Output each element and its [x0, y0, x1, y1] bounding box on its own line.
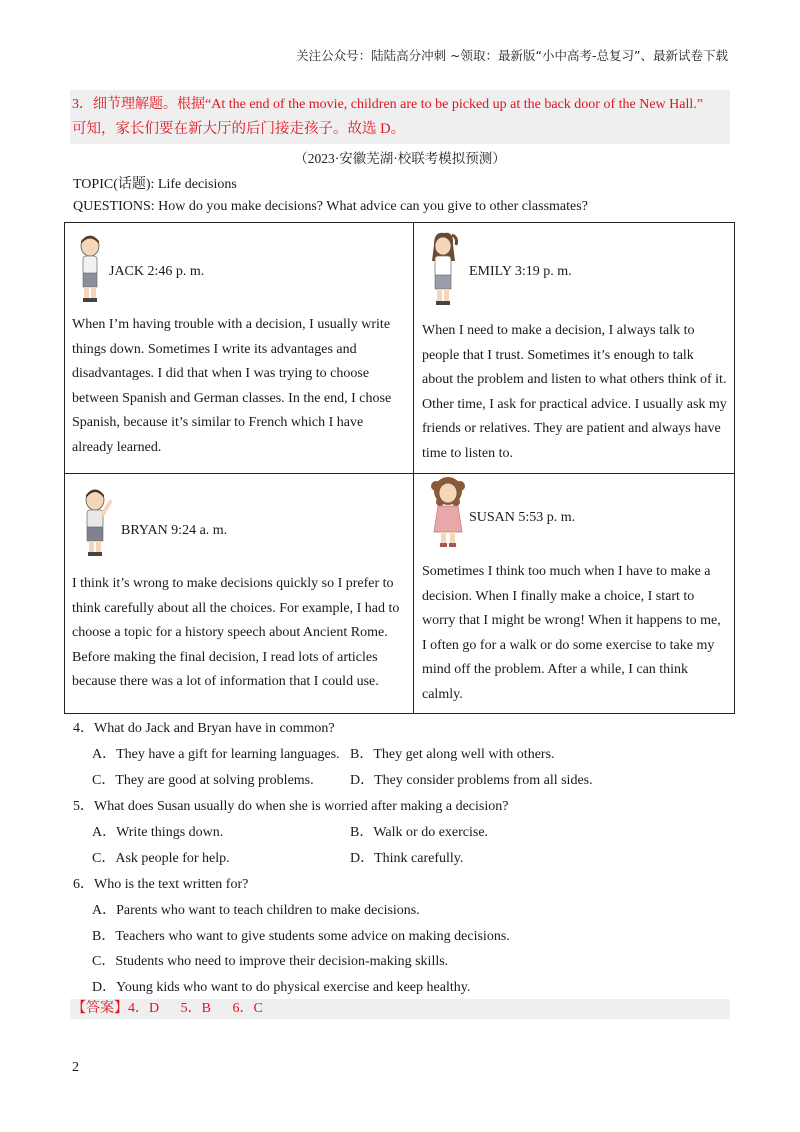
page-number: 2 — [72, 1060, 79, 1075]
topic-line: TOPIC(话题): Life decisions — [73, 177, 237, 192]
post-jack — [65, 223, 413, 473]
question-4: 4．What do Jack and Bryan have in common? — [73, 721, 335, 736]
post-text-jack: When I’m having trouble with a decision, I usually write things down. Sometimes I write its advantages and disadvantages. I did that when I was trying to choose between Spanish and German classes. In the end, I chose Spanish, because it’s similar to French which I have already learned. — [72, 317, 392, 455]
question-5-option-c: C．Ask people for help. — [92, 851, 230, 866]
girl-avatar-icon — [428, 231, 458, 307]
question-5: 5．What does Susan usually do when she is worried after making a decision? — [73, 799, 509, 814]
curly-girl-avatar-icon — [428, 476, 468, 550]
answer-4: 【答案】4．D — [72, 1001, 160, 1016]
questions-line: QUESTIONS: How do you make decisions? What advice can you give to other classmates? — [73, 199, 588, 214]
question-5-option-b: B．Walk or do exercise. — [350, 825, 489, 840]
question-4-option-b: B．They get along well with others. — [350, 747, 555, 762]
answer-5: 5．B — [180, 1001, 211, 1016]
question-6-option-c: C．Students who need to improve their decision-making skills. — [92, 954, 449, 969]
posts-grid — [64, 222, 735, 714]
question-6-option-d: D．Young kids who want to do physical exercise and keep healthy. — [92, 980, 471, 995]
question-6-option-a: A．Parents who want to teach children to make decisions. — [92, 903, 420, 918]
question-5-option-a: A．Write things down. — [92, 825, 224, 840]
answer-6: 6．C — [232, 1001, 263, 1016]
post-emily — [414, 223, 734, 473]
explanation-box — [70, 90, 730, 144]
waving-boy-avatar-icon — [79, 488, 113, 558]
explanation-line-1: 3．细节理解题。根据“At the end of the movie, children are to be picked up at the back door of the New Hall.” — [72, 97, 703, 112]
post-author-bryan: BRYAN 9:24 a. m. — [121, 523, 228, 538]
post-author-jack: JACK 2:46 p. m. — [109, 264, 205, 279]
post-susan — [414, 474, 734, 714]
question-6-option-b: B．Teachers who want to give students some advice on making decisions. — [92, 929, 510, 944]
explanation-line-2: 可知，家长们要在新大厅的后门接走孩子。故选 D。 — [72, 121, 406, 137]
answer-box — [70, 999, 730, 1019]
post-text-emily: When I need to make a decision, I always talk to people that I trust. Sometimes it’s enough to talk about the problem and listen to what others think of it. Other time, I ask for practical advice. I usually ask my friends or relatives. They are patient and always have time to listen to. — [422, 323, 727, 461]
post-author-susan: SUSAN 5:53 p. m. — [469, 510, 576, 525]
question-4-option-a: A．They have a gift for learning languages. — [92, 747, 340, 762]
post-author-emily: EMILY 3:19 p. m. — [469, 264, 572, 279]
question-4-option-d: D．They consider problems from all sides. — [350, 773, 593, 788]
page-header: 关注公众号：陆陆高分冲刺 ~领取：最新版“小中高考-总复习”、最新试卷下载 — [296, 48, 728, 63]
source-line: （2023·安徽芜湖·校联考模拟预测） — [294, 151, 506, 166]
post-text-bryan: I think it’s wrong to make decisions quickly so I prefer to think carefully about all the choices. For example, I had to choose a topic for a history speech about Ancient Rome. Before making the final decision, I read lots of articles because there was a lot of information that I could use. — [72, 576, 400, 689]
question-5-option-d: D．Think carefully. — [350, 851, 464, 866]
boy-avatar-icon — [77, 235, 103, 303]
post-bryan — [65, 474, 413, 714]
question-6: 6．Who is the text written for? — [73, 877, 249, 892]
post-text-susan: Sometimes I think too much when I have to make a decision. When I finally make a choice, I start to worry that I might be wrong! When it happens to me, I often go for a walk or do some exercise to take my mind off the problem. After a while, I can think calmly. — [422, 564, 721, 702]
question-4-option-c: C．They are good at solving problems. — [92, 773, 314, 788]
